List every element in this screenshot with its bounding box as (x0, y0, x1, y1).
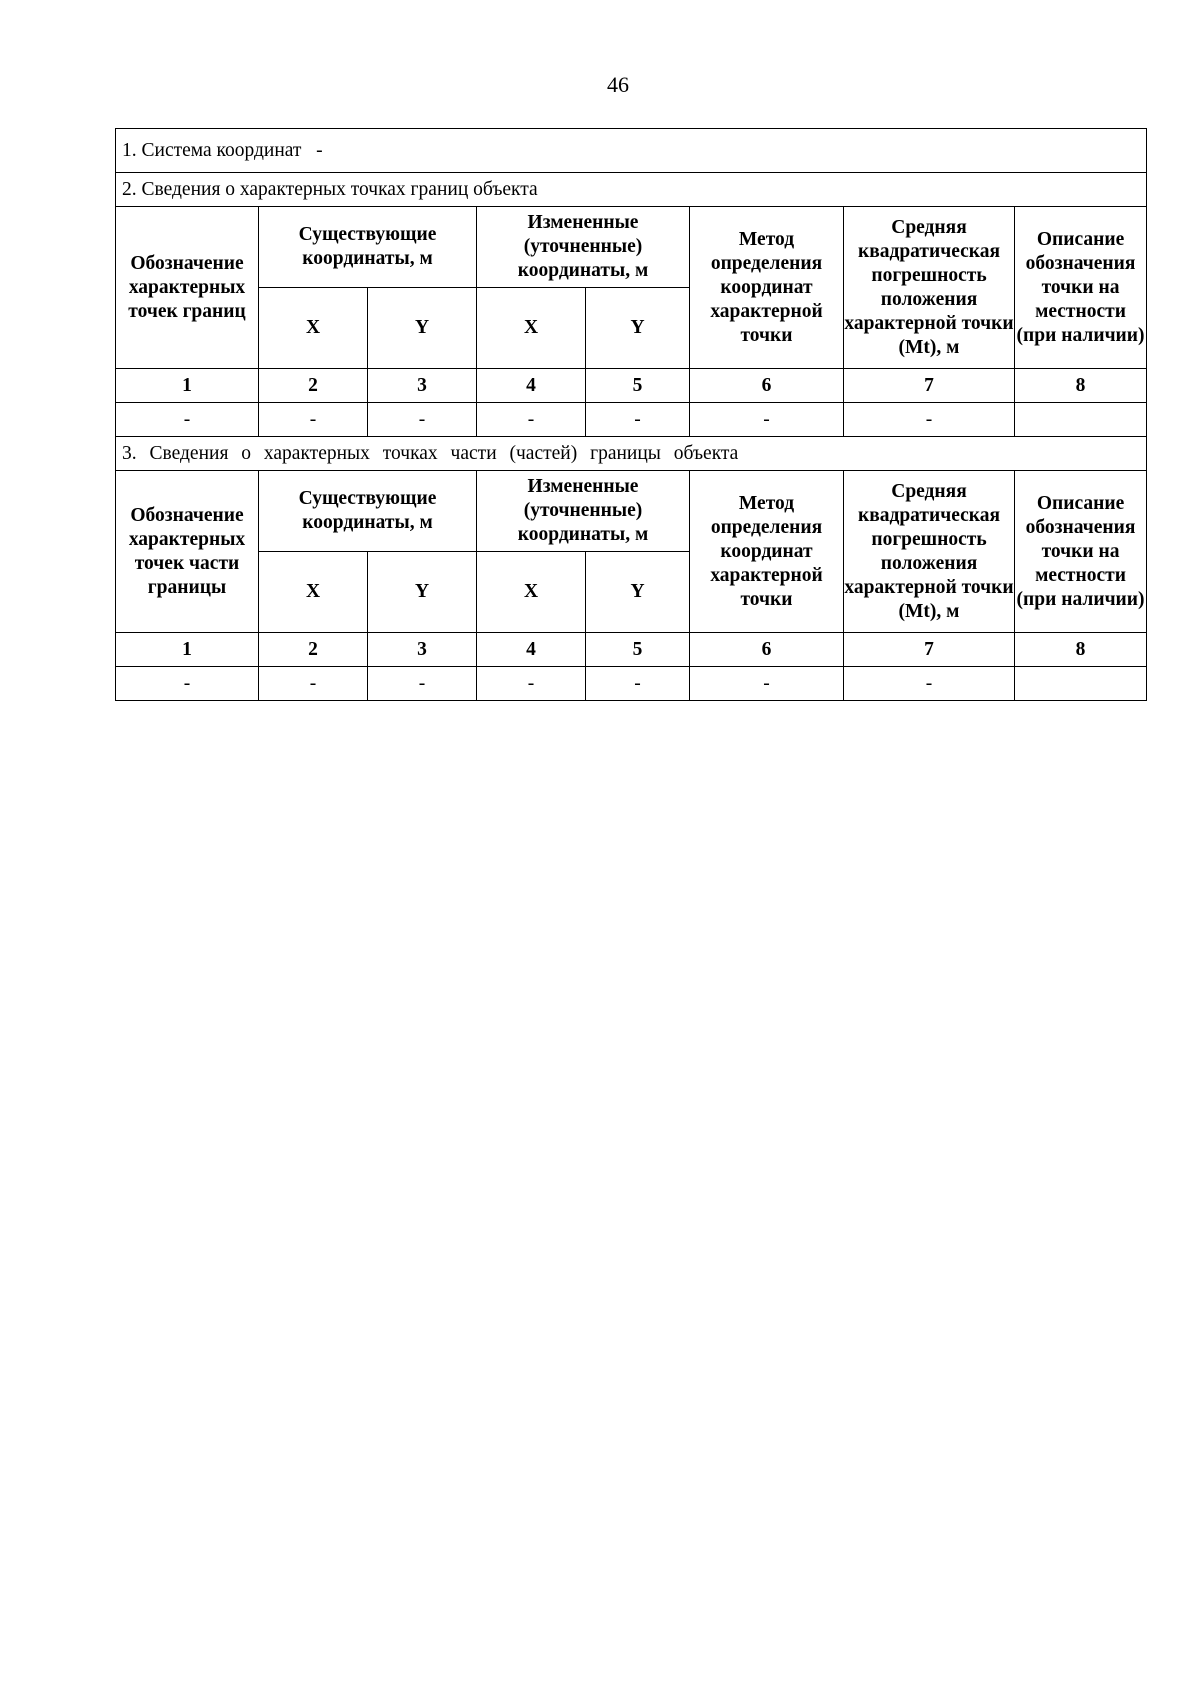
s2-cell: - (477, 403, 586, 437)
s3-header-error: Средняя квадратическая погрешность положения характерной точки (Mt), м (844, 471, 1015, 633)
s3-cell (1015, 667, 1147, 701)
s2-header-y-changed: Y (586, 288, 690, 369)
s2-col-num: 7 (844, 369, 1015, 403)
s2-header-method: Метод определения координат характерной точки (690, 207, 844, 369)
boundary-points-table (115, 128, 1147, 701)
s3-header-description: Описание обозначения точки на местности (при наличии) (1015, 471, 1147, 633)
s2-col-num: 4 (477, 369, 586, 403)
s2-header-x-existing: X (259, 288, 368, 369)
s3-cell: - (690, 667, 844, 701)
s3-cell: - (259, 667, 368, 701)
s2-cell: - (690, 403, 844, 437)
s2-data-row (116, 403, 1147, 437)
s3-header-y-existing: Y (368, 552, 477, 633)
s3-header-method: Метод определения координат характерной точки (690, 471, 844, 633)
s2-cell: - (259, 403, 368, 437)
s3-data-row (116, 667, 1147, 701)
s3-col-num: 4 (477, 633, 586, 667)
s3-cell: - (116, 667, 259, 701)
s2-header-error: Средняя квадратическая погрешность положения характерной точки (Mt), м (844, 207, 1015, 369)
s2-header-changed: Измененные (уточненные) координаты, м (477, 207, 690, 288)
s3-col-num: 8 (1015, 633, 1147, 667)
coordinate-system-label: 1. Система координат (122, 139, 302, 161)
s2-cell: - (844, 403, 1015, 437)
section3-title: 3. Сведения о характерных точках части (частей) границы объекта (116, 437, 1147, 471)
s3-header-y-changed: Y (586, 552, 690, 633)
s3-header-x-changed: X (477, 552, 586, 633)
s2-col-num: 6 (690, 369, 844, 403)
s3-col-num: 3 (368, 633, 477, 667)
s3-col-num: 1 (116, 633, 259, 667)
s2-header-y-existing: Y (368, 288, 477, 369)
s3-col-num: 5 (586, 633, 690, 667)
s3-column-numbers-row (116, 633, 1147, 667)
s3-header-changed: Измененные (уточненные) координаты, м (477, 471, 690, 552)
s3-col-num: 6 (690, 633, 844, 667)
s2-cell: - (368, 403, 477, 437)
s2-col-num: 2 (259, 369, 368, 403)
s2-column-numbers-row (116, 369, 1147, 403)
s2-header-existing: Существующие координаты, м (259, 207, 477, 288)
s3-header-x-existing: X (259, 552, 368, 633)
s2-col-num: 3 (368, 369, 477, 403)
coordinate-system-cell (116, 129, 1147, 173)
s3-header-designation: Обозначение характерных точек части границы (116, 471, 259, 633)
s3-header-existing: Существующие координаты, м (259, 471, 477, 552)
s3-cell: - (477, 667, 586, 701)
s2-header-description: Описание обозначения точки на местности (при наличии) (1015, 207, 1147, 369)
s3-cell: - (844, 667, 1015, 701)
coordinate-system-value: - (316, 139, 323, 161)
s2-cell: - (586, 403, 690, 437)
s2-col-num: 1 (116, 369, 259, 403)
section2-title: 2. Сведения о характерных точках границ объекта (116, 173, 1147, 207)
s3-cell: - (586, 667, 690, 701)
s2-cell (1015, 403, 1147, 437)
s2-header-x-changed: X (477, 288, 586, 369)
page-number: 46 (607, 72, 629, 97)
s2-col-num: 8 (1015, 369, 1147, 403)
s3-cell: - (368, 667, 477, 701)
s2-col-num: 5 (586, 369, 690, 403)
s3-col-num: 2 (259, 633, 368, 667)
s3-col-num: 7 (844, 633, 1015, 667)
s2-header-designation: Обозначение характерных точек границ (116, 207, 259, 369)
s2-cell: - (116, 403, 259, 437)
